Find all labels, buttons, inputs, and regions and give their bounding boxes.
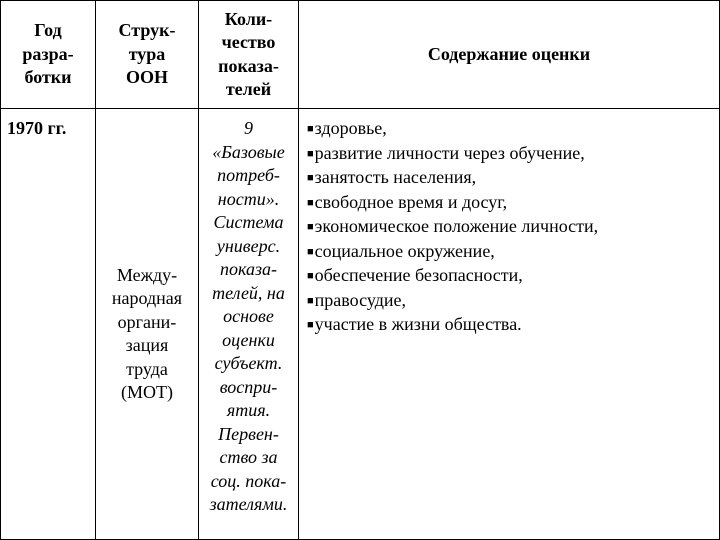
- header-content: [299, 1, 720, 109]
- list-item-text: социальное окружение,: [314, 240, 495, 261]
- year-cell: [1, 109, 96, 540]
- count-line: воспри-: [219, 376, 278, 397]
- square-bullet-icon: ■: [307, 172, 314, 184]
- count-line: оценки: [222, 329, 275, 350]
- count-line: ности».: [217, 188, 280, 209]
- count-line: показа-: [220, 259, 277, 279]
- count-line: ятия.: [226, 400, 271, 420]
- count-line: потреб-: [217, 165, 280, 185]
- list-item: [307, 117, 719, 142]
- list-item-text: участие в жизни общества.: [314, 314, 522, 334]
- list-item-text: обеспечение безопасности,: [314, 265, 523, 285]
- header-count-line: показа-: [218, 55, 279, 76]
- list-item: [307, 264, 719, 289]
- header-structure-line: Струк-: [118, 20, 176, 41]
- list-item: [307, 240, 719, 265]
- count-line: субъект.: [214, 353, 283, 373]
- organization-line: зация: [125, 335, 169, 355]
- header-year-line: разра-: [22, 43, 74, 64]
- count-line: Первен-: [218, 423, 279, 444]
- count-cell: [199, 109, 299, 540]
- header-count: [199, 1, 299, 109]
- list-item: [307, 215, 719, 240]
- organization-text: [96, 244, 198, 405]
- list-item-text: экономическое положение личности,: [314, 216, 599, 236]
- header-row: [1, 1, 720, 109]
- square-bullet-icon: ■: [307, 245, 314, 258]
- year-value: 1970 гг.: [7, 118, 67, 138]
- square-bullet-icon: ■: [307, 147, 314, 160]
- organization-line: труда: [126, 358, 168, 379]
- count-line: универс.: [216, 235, 281, 256]
- list-item-text: правосудие,: [314, 289, 407, 310]
- organization-line: органи-: [117, 311, 177, 332]
- count-line: ство за: [219, 447, 278, 467]
- content-cell: [299, 109, 720, 540]
- list-item-text: здоровье,: [314, 118, 387, 138]
- list-item: [307, 289, 719, 314]
- header-count-line: телей: [225, 79, 272, 99]
- header-structure-line: ООН: [125, 67, 168, 88]
- count-line: «Базовые: [212, 141, 285, 162]
- list-item: [307, 191, 719, 216]
- square-bullet-icon: ■: [307, 294, 314, 307]
- square-bullet-icon: ■: [307, 196, 314, 209]
- count-line: телей, на: [212, 282, 285, 303]
- assessment-items-list: [307, 117, 719, 338]
- organization-line: народная: [111, 288, 183, 308]
- count-line: соц. пока-: [210, 470, 287, 491]
- count-line: основе: [223, 306, 274, 326]
- header-structure-line: тура: [128, 43, 166, 64]
- header-structure: [96, 1, 199, 109]
- header-year-line: ботки: [24, 67, 72, 88]
- list-item: [307, 142, 719, 167]
- list-item: [307, 313, 719, 338]
- count-line: 9: [244, 118, 253, 138]
- header-count-line: Коли-: [224, 8, 273, 29]
- list-item-text: занятость населения,: [314, 167, 477, 187]
- square-bullet-icon: ■: [307, 270, 314, 282]
- header-content-label: Содержание оценки: [427, 43, 591, 64]
- list-item-text: развитие личности через обучение,: [314, 142, 585, 163]
- square-bullet-icon: ■: [307, 319, 314, 331]
- header-year-line: Год: [34, 20, 62, 41]
- header-year: [1, 1, 96, 109]
- square-bullet-icon: ■: [307, 123, 314, 135]
- header-count-line: чество: [221, 32, 276, 52]
- count-line: зателями.: [209, 494, 288, 514]
- count-line: Система: [213, 212, 284, 232]
- list-item-text: свободное время и досуг,: [314, 191, 508, 212]
- organization-cell: [96, 109, 199, 540]
- organization-line: Между-: [116, 264, 178, 285]
- table-row: [1, 109, 720, 540]
- list-item: [307, 166, 719, 191]
- square-bullet-icon: ■: [307, 221, 314, 233]
- organization-line: (МОТ): [121, 382, 173, 402]
